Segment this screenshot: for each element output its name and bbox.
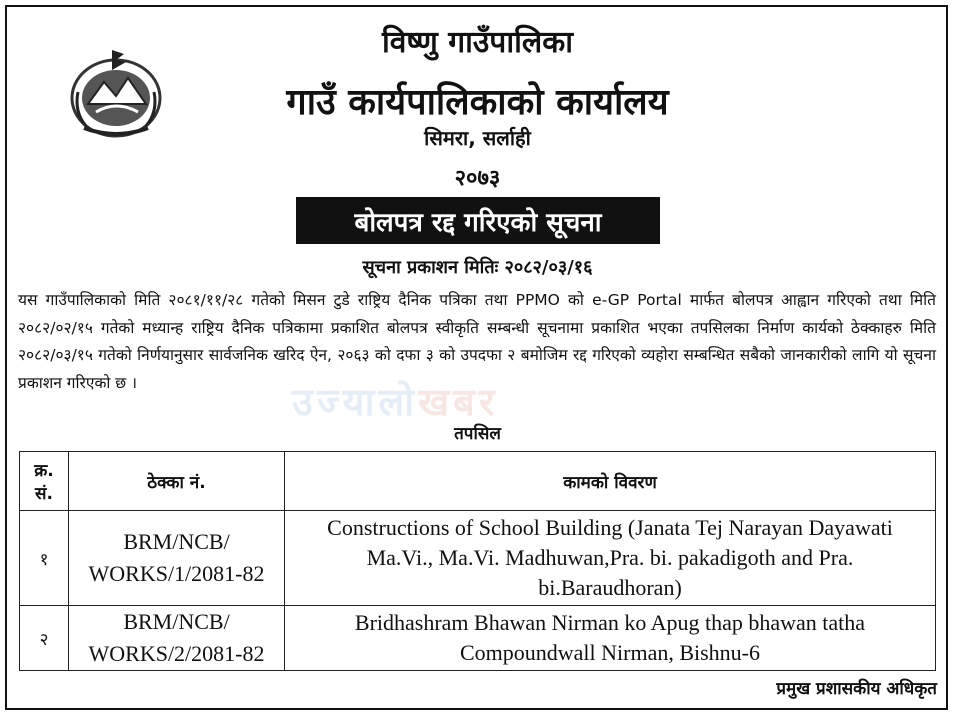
contracts-table — [19, 451, 936, 671]
municipality-name: विष्णु गाउँपालिका — [381, 25, 574, 60]
table-row — [20, 606, 936, 671]
table-caption: तपसिल — [454, 424, 501, 444]
row-serial: २ — [20, 606, 69, 671]
row-serial: १ — [20, 511, 69, 606]
header-serial-line2: सं. — [35, 484, 53, 504]
notice-paragraph: यस गाउँपालिकाको मिति २०८१/११/२८ गतेको मिसन टुडे राष्ट्रिय दैनिक पत्रिका तथा PPMO को e-GP Portal मार्फत बोलपत्र आह्वान गरिएको तथा मिति २०८२/०२/१५ गतेको मध्यान्ह राष्ट्रिय दैनिक पत्रिकामा प्रकाशित बोलपत्र स्वीकृति सम्बन्धी सूचनामा प्रकाशित भएका तपसिलका निर्माण कार्यको ठेक्काहरु मिति २०८२/०३/१५ गतेको निर्णयानुसार सार्वजनिक खरिद ऐन, २०६३ को दफा ३ को उपदफा २ बमोजिम रद्द गरिएको व्यहोरा सम्बन्धित सबैको जानकारीको लागि यो सूचना प्रकाशन गरिएको छ । — [18, 291, 936, 392]
contract-no-line1: BRM/NCB/ — [123, 609, 230, 634]
watermark-right: खबर — [418, 380, 499, 424]
notice-title: बोलपत्र रद्द गरिएको सूचना — [354, 207, 602, 238]
contract-no-line2: WORKS/1/2081-82 — [88, 561, 265, 586]
notice-title-banner — [296, 197, 660, 244]
header-serial — [20, 452, 69, 511]
office-name: गाउँ कार्यपालिकाको कार्यालय — [286, 82, 669, 123]
header-serial-line1: क्र. — [34, 461, 54, 481]
row-contract-no — [69, 511, 285, 606]
header-description: कामको विवरण — [285, 452, 936, 511]
watermark-left: उज्यालो — [292, 380, 419, 424]
header-contract-no: ठेक्का नं. — [69, 452, 285, 511]
contract-no-line1: BRM/NCB/ — [123, 529, 230, 554]
row-description: Bridhashram Bhawan Nirman ko Apug thap bhawan tatha Compoundwall Nirman, Bishnu-6 — [285, 606, 936, 671]
publication-date: सूचना प्रकाशन मितिः २०८२/०३/१६ — [362, 257, 593, 278]
contract-no-line2: WORKS/2/2081-82 — [88, 641, 265, 666]
established-year: २०७३ — [454, 166, 501, 191]
signatory: प्रमुख प्रशासकीय अधिकृत — [776, 679, 937, 699]
table-row — [20, 511, 936, 606]
row-description: Constructions of School Building (Janata Tej Narayan Dayawati Ma.Vi., Ma.Vi. Madhuwan,Pra. bi. pakadigoth and Pra. bi.Baraudhoran) — [285, 511, 936, 606]
table-header-row — [20, 452, 936, 511]
office-location: सिमरा, सर्लाही — [424, 126, 531, 150]
row-contract-no — [69, 606, 285, 671]
